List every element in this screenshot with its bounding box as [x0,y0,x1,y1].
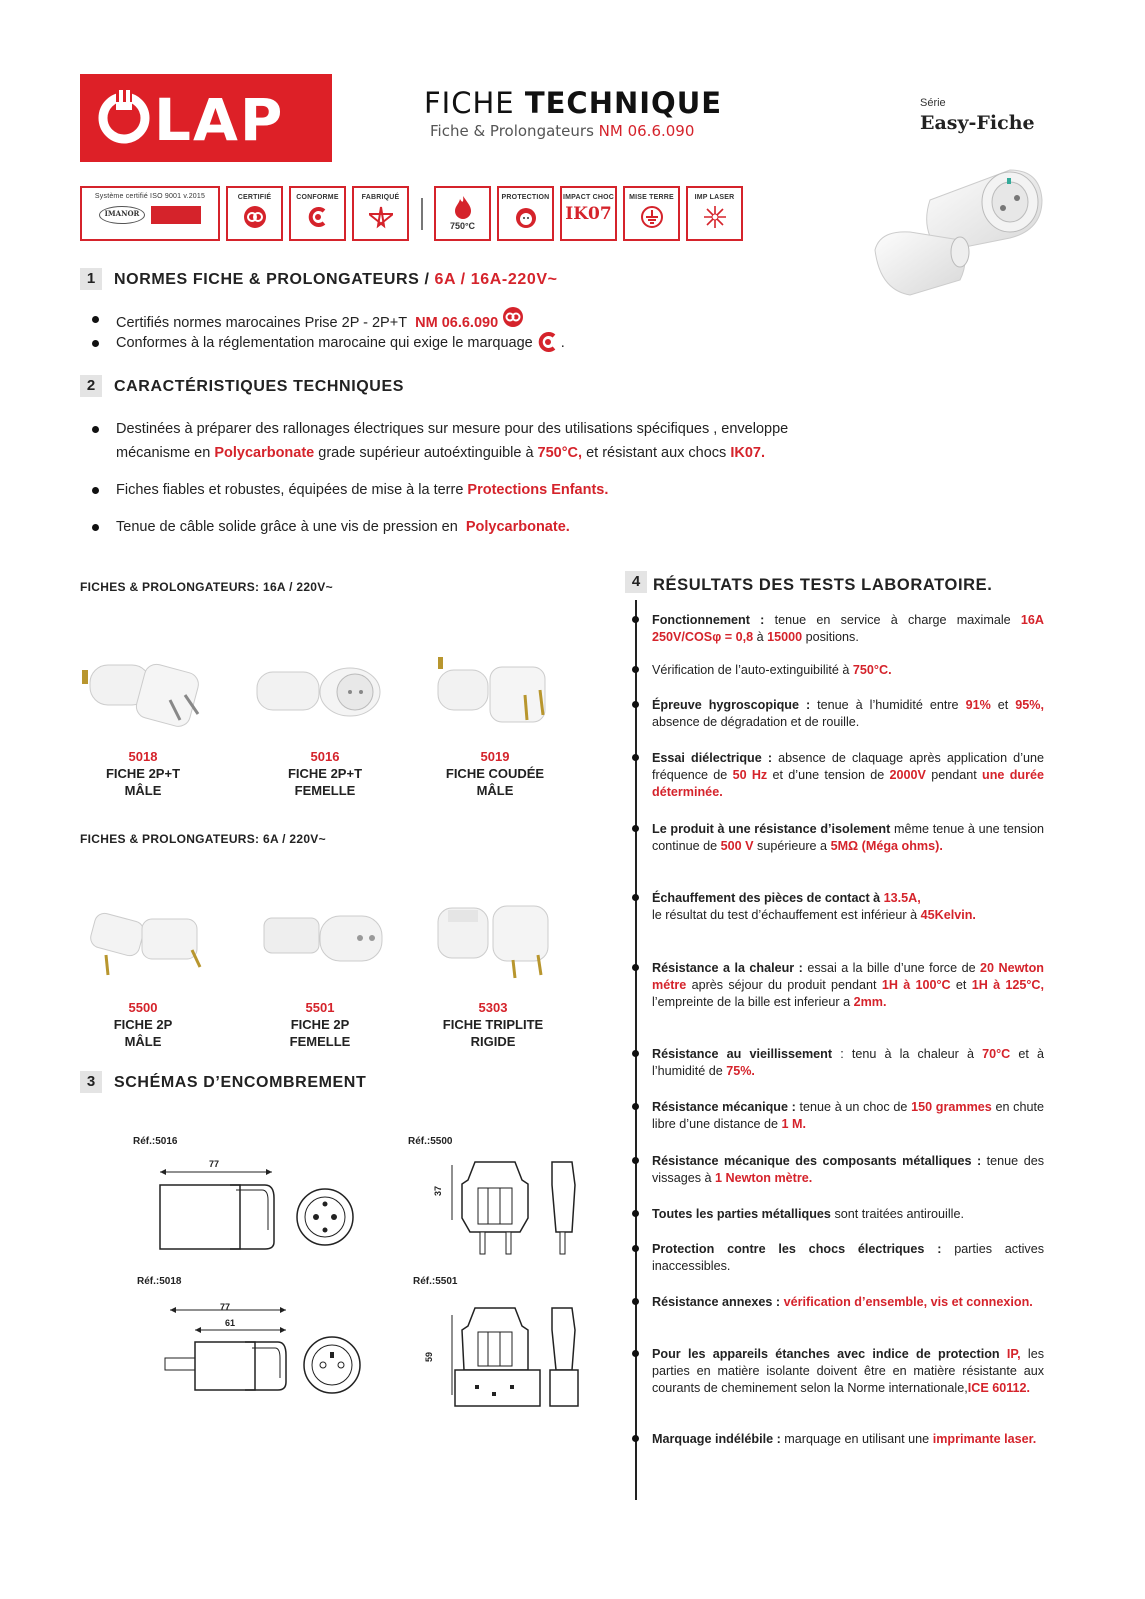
product-5303-image [433,900,558,985]
product-ref: 5016 [310,749,340,764]
certifie-label: CERTIFIÉ [237,194,272,201]
section-3-title: SCHÉMAS D’ENCOMBREMENT [114,1074,367,1091]
bullet-2-text: Conformes à la réglementation marocaine qui exige le marquage [116,335,533,351]
test-etanches: Pour les appareils étanches avec indice de protection IP, les parties en matière isolante doivent être en matière résistante aux courants de cheminement selon la Norme internationale,ICE 60112. [652,1347,1044,1395]
product-5500-image [82,905,212,980]
section-2-title: CARACTÉRISTIQUES TECHNIQUES [114,378,404,395]
mise-terre-label: MISE TERRE [629,194,674,201]
product-name: FICHE 2P [290,1017,350,1032]
serie-label: Série [920,97,946,109]
product-ref: 5501 [305,1000,335,1015]
mise-terre-badge [623,186,680,241]
test-chocs-electriques: Protection contre les chocs électriques : parties actives inaccessibles. [652,1242,1044,1273]
laser-icon [703,205,727,229]
product-name: FICHE 2P+T [287,766,363,781]
nm-certification-icon [502,307,524,329]
section-4-title: RÉSULTATS DES TESTS LABORATOIRE. [653,576,993,594]
morocco-star-icon [369,205,393,229]
s2-b1-l2a: mécanisme en [116,445,215,461]
s2-b1-l2c: grade supérieur autoéxtinguible à [314,445,538,461]
cmim-conformity-icon [306,205,330,229]
test-isolement: Le produit à une résistance d’isolement même tenue à une tension continue de 500 V supérieure a 5MΩ (Méga ohms). [652,822,1044,853]
product-5018 [63,748,223,799]
child-protection-icon [514,205,538,229]
serie-name: Easy-Fiche [920,112,1035,134]
svg-text:LAP: LAP [154,86,285,154]
dimension-drawing-5500 [430,1160,590,1260]
product-5019-image [430,655,560,735]
protection-label: PROTECTION [501,194,550,201]
impact-label: IMPACT CHOC [562,194,615,201]
product-type: MÂLE [124,1034,162,1049]
fabrique-label: FABRIQUÉ [361,194,400,201]
test-echauffement: Échauffement des pièces de contact à 13.5A, le résultat du test d’échauffement est inférieur à 45Kelvin. [652,890,1044,924]
dim-37-5500: 37 [433,1185,444,1197]
dimension-drawing-5501 [430,1300,590,1415]
section-1-bullet-2: Conformes à la réglementation marocaine qui exige le marquage . [116,331,565,355]
product-type: RIGIDE [470,1034,516,1049]
drawing-ref-5501: Réf.:5501 [413,1276,458,1287]
drawing-ref-5018: Réf.:5018 [137,1276,182,1287]
s2-b1-l2d: 750°C, [537,445,583,461]
temperature-badge [434,186,491,241]
cmim-conformity-icon [537,331,561,353]
product-ref: 5018 [128,749,158,764]
product-5019 [415,748,575,799]
product-name: FICHE 2P [113,1017,173,1032]
section-3-number: 3 [80,1071,102,1093]
product-type: MÂLE [124,783,162,798]
product-5501-image [260,908,385,973]
test-mecanique: Résistance mécanique : tenue à un choc de 150 grammes en chute libre d’une distance de 1 M. [652,1100,1044,1131]
dimension-drawing-5016 [150,1160,370,1255]
product-5018-image [80,650,210,735]
page-subtitle [430,122,694,140]
badge-divider [421,198,423,230]
section-2-number: 2 [80,375,102,397]
title-part-a: FICHE [424,86,525,120]
test-composants-metalliques: Résistance mécanique des composants métalliques : tenue des vissages à 1 Newton mètre. [652,1154,1044,1185]
protection-badge [497,186,554,241]
test-antirouille: Toutes les parties métalliques sont traitées antirouille. [652,1206,1044,1223]
product-ref: 5303 [478,1000,508,1015]
imp-laser-badge [686,186,743,241]
page-title [424,86,722,120]
section-1-title-rating: 6A / 16A-220V~ [434,271,558,288]
test-marquage: Marquage indélébile : marquage en utilisant une imprimante laser. [652,1431,1044,1448]
dim-61-5018: 61 [225,1318,236,1328]
earth-ground-icon [640,205,664,229]
products-6a-heading: FICHES & PROLONGATEURS: 6A / 220V~ [80,832,326,846]
test-annexes: Résistance annexes : vérification d’ensemble, vis et connexion. [652,1294,1044,1311]
product-name: FICHE TRIPLITE [442,1017,544,1032]
dim-59-5501: 59 [424,1351,435,1363]
iso-text: Système certifié ISO 9001 v.2015 [94,193,206,200]
section-1-number: 1 [80,268,102,290]
temperature-label: 750°C [449,221,476,231]
section-2-bullet-3 [116,515,570,539]
olap-logo [80,74,332,162]
product-5501 [240,999,400,1050]
product-5500 [63,999,223,1050]
s2-b1-l2e: et résistant aux chocs [582,445,731,461]
product-ref: 5019 [480,749,510,764]
s2-b2b: Protections Enfants. [467,482,609,498]
s2-b3b: Polycarbonate. [465,519,570,535]
drawing-ref-5016: Réf.:5016 [133,1136,178,1147]
product-type: MÂLE [476,783,514,798]
subtitle-norm: NM 06.6.090 [598,122,695,140]
section-1-title [114,271,558,289]
product-ref: 5500 [128,1000,158,1015]
dimension-drawing-5018 [160,1300,370,1400]
flame-icon [451,194,475,220]
product-5016-image [255,662,385,727]
bullet-1-text: Certifiés normes marocaines Prise 2P - 2P+T [116,315,408,331]
section-1-title-text: NORMES FICHE & PROLONGATEURS / [114,271,435,288]
products-16a-heading: FICHES & PROLONGATEURS: 16A / 220V~ [80,580,333,594]
product-name: FICHE 2P+T [105,766,181,781]
test-fonctionnement: Fonctionnement : tenue en service à charge maximale 16A 250V/COSφ = 0,8 à 15000 positions. [652,613,1044,644]
imanor-mark: IMANOR [99,206,146,224]
section-2-bullet-1 [116,417,936,465]
s2-b2a: Fiches fiables et robustes, équipées de mise à la terre [116,482,468,498]
s2-b3a: Tenue de câble solide grâce à une vis de pression en [116,519,462,535]
conforme-badge [289,186,346,241]
product-5303 [413,999,573,1050]
fabrique-badge [352,186,409,241]
impact-badge [560,186,617,241]
certifie-badge [226,186,283,241]
conforme-label: CONFORME [296,194,339,201]
product-photo-easy-fiche [860,160,1050,305]
iso-badge [80,186,220,241]
product-name: FICHE COUDÉE [445,766,545,781]
dim-77-5018: 77 [220,1302,231,1312]
dim-77-5016: 77 [209,1159,220,1169]
s2-b1-l2b: Polycarbonate [214,445,315,461]
section-4-number: 4 [625,571,647,593]
title-part-b: TECHNIQUE [524,86,723,120]
drawing-ref-5500: Réf.:5500 [408,1136,453,1147]
subtitle-part-a: Fiche & Prolongateurs [430,122,599,140]
nm-certification-icon [243,205,267,229]
test-chaleur: Résistance a la chaleur : essai a la bille d’une force de 20 Newton métre après séjour du produit pendant 1H à 100°C et 1H à 125°C, l’empreinte de la bille est inferieur a 2mm. [652,961,1044,1009]
imp-laser-label: IMP LASER [694,194,735,201]
ik07-label: IK07 [565,204,612,224]
product-type: FEMELLE [289,1034,351,1049]
test-auto-extinguibilite: Vérification de l’auto-extinguibilité à 750°C. [652,662,1044,679]
test-vieillissement: Résistance au vieillissement : tenu à la chaleur à 70°C et à l’humidité de 75%. [652,1047,1044,1078]
section-2-bullet-2 [116,478,608,502]
s2-b1-l2f: IK07. [730,445,766,461]
test-hygroscopique: Épreuve hygroscopique : tenue à l’humidité entre 91% et 95%, absence de dégradation et de rouille. [652,698,1044,729]
product-5016 [245,748,405,799]
product-type: FEMELLE [294,783,356,798]
test-dielectrique: Essai diélectrique : absence de claquage après application d’une fréquence de 50 Hz et d’une tension de 2000V pendant une durée déterminée. [652,751,1044,799]
s2-b1-line1: Destinées à préparer des rallonages électriques sur mesure pour des utilisations spécifiques , enveloppe [116,421,789,437]
bullet-1-norm: NM 06.6.090 [415,315,499,331]
